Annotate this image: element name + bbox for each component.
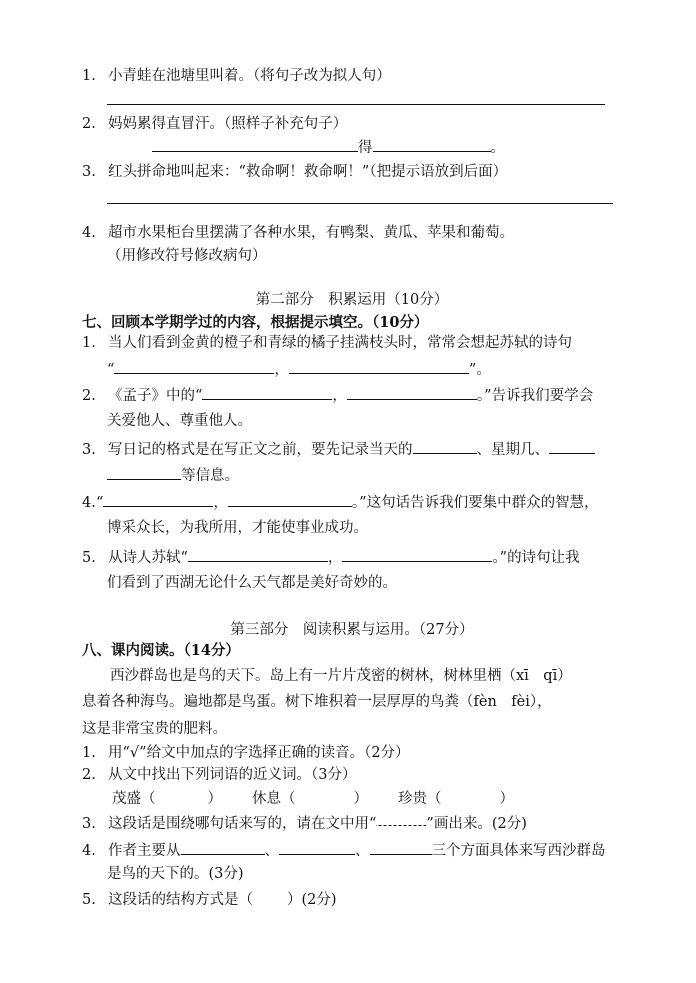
answer-blank[interactable] [373, 137, 491, 152]
p2-question-4 [82, 492, 599, 513]
question-text: ”画出来。(2分) [426, 816, 527, 832]
p3-question-4-line2: 是鸟的天下的。(3分) [107, 866, 244, 882]
question-text: 红头拼命地叫起来：“救命啊！救命啊！”（把提示语放到后面） [108, 164, 508, 180]
question-text: 这段话是围绕哪句话来写的，请在文中用“ [108, 816, 377, 832]
answer-line[interactable] [107, 104, 605, 105]
question-text: 超市水果柜台里摆满了各种水果，有鸭梨、黄瓜、苹果和葡萄。 [108, 225, 514, 241]
question-text: 写日记的格式是在写正文之前，要先记录当天的 [108, 442, 413, 458]
question-2-answer-row [152, 137, 505, 158]
p2-question-3-line2 [107, 465, 239, 486]
question-number: 4. [82, 843, 96, 859]
question-text: 。”这句话告诉我们要集中群众的智慧， [351, 495, 599, 511]
fill-text: 得 [358, 140, 373, 156]
comma: ， [332, 388, 347, 404]
question-2 [82, 114, 347, 134]
word-3: 珍贵（ [398, 791, 442, 807]
question-text: 用“√”给文中加点的字选择正确的读音。（2分） [108, 745, 410, 761]
answer-blank[interactable] [202, 385, 332, 400]
answer-blank[interactable] [107, 465, 181, 480]
question-1 [82, 66, 391, 86]
separator: 、 [355, 843, 370, 859]
p2-question-3 [82, 439, 595, 460]
question-text: 等信息。 [181, 468, 239, 484]
question-text: 小青蛙在池塘里叫着。（将句子改为拟人句） [108, 68, 391, 84]
question-text: 从诗人苏轼“ [108, 550, 188, 566]
word-2: 休息（ [252, 791, 296, 807]
answer-blank[interactable] [279, 840, 355, 855]
question-number: 5. [82, 550, 96, 566]
section-8-title: 八、课内阅读。（14分） [82, 642, 240, 659]
answer-blank[interactable] [549, 439, 595, 454]
p3-question-1 [82, 743, 410, 763]
p2-question-4-line2: 博采众长，为我所用，才能使事业成功。 [107, 520, 368, 536]
answer-blank[interactable] [181, 840, 265, 855]
question-number: 2. [82, 116, 96, 132]
question-number: 1. [82, 68, 96, 84]
question-text: ）(2分) [287, 892, 337, 908]
p2-question-5-line2: 们看到了西湖无论什么天气都是美好奇妙的。 [107, 575, 397, 591]
paren-close: ） [207, 791, 222, 807]
question-number: 3. [82, 442, 96, 458]
p2-question-5 [82, 547, 580, 568]
comma: ， [213, 495, 228, 511]
quote-mark: “ [107, 362, 115, 378]
quote-end: ”。 [468, 362, 491, 378]
p2-question-2-line2: 关爱他人、尊重他人。 [107, 413, 252, 429]
answer-line[interactable] [107, 203, 613, 204]
answer-blank[interactable] [188, 547, 328, 562]
answer-blank[interactable] [152, 137, 358, 152]
passage-line-1: 西沙群岛也是鸟的天下。岛上有一片片茂密的树林，树林里栖（xī qī） [110, 668, 572, 684]
part-3-header: 第三部分 阅读积累与运用。（27分） [230, 622, 474, 638]
quote-mark: “ [96, 495, 104, 511]
question-number: 1. [82, 745, 96, 761]
question-number: 4. [82, 495, 96, 511]
answer-blank[interactable] [289, 359, 469, 374]
p2-question-1 [82, 333, 572, 353]
p3-question-2-words [112, 789, 514, 809]
question-number: 3. [82, 164, 96, 180]
p2-question-2 [82, 385, 593, 406]
answer-blank[interactable] [347, 385, 477, 400]
question-text: 妈妈累得直冒汗。（照样子补充句子） [108, 116, 348, 132]
p2-question-1-blanks [107, 359, 491, 380]
question-number: 5. [82, 892, 96, 908]
answer-blank[interactable] [413, 439, 477, 454]
section-7-title: 七、回顾本学期学过的内容，根据提示填空。（10分） [82, 314, 429, 331]
question-4 [82, 223, 514, 243]
paren-close: ） [499, 791, 514, 807]
question-3 [82, 162, 507, 182]
question-number: 2. [82, 388, 96, 404]
question-number: 2. [82, 767, 96, 783]
comma: ， [274, 362, 289, 378]
question-text: 、星期几、 [476, 442, 549, 458]
question-text: 这段话的结构方式是（ [108, 892, 253, 908]
question-text: 作者主要从 [108, 843, 181, 859]
answer-blank[interactable] [342, 547, 492, 562]
question-text: 从文中找出下列词语的近义词。（3分） [108, 767, 357, 783]
word-1: 茂盛（ [112, 791, 156, 807]
answer-blank[interactable] [103, 492, 213, 507]
answer-blank[interactable] [228, 492, 352, 507]
passage-line-2: 息着各种海鸟。遍地都是鸟蛋。树下堆积着一层厚厚的鸟粪（fèn fèi）， [82, 694, 552, 710]
comma: ， [327, 550, 343, 566]
separator: 、 [264, 843, 279, 859]
question-number: 4. [82, 225, 96, 241]
question-number: 1. [82, 335, 96, 351]
question-text: 。”的诗句让我 [492, 550, 580, 566]
question-text: 三个方面具体来写西沙群岛 [431, 843, 606, 859]
wavy-underline-sample [376, 820, 426, 826]
fill-text: 。 [490, 140, 505, 156]
question-4-note: （用修改符号修改病句） [107, 248, 267, 264]
answer-blank[interactable] [114, 359, 274, 374]
question-number: 3. [82, 816, 96, 832]
passage-line-3: 这是非常宝贵的肥料。 [82, 721, 227, 737]
paren-close: ） [353, 791, 368, 807]
p3-question-4 [82, 840, 606, 861]
p3-question-3 [82, 814, 527, 834]
question-text: 。”告诉我们要学会 [476, 388, 594, 404]
question-text: 《孟子》中的“ [108, 388, 203, 404]
part-2-header: 第二部分 积累运用（10分） [255, 292, 449, 308]
question-text: 当人们看到金黄的橙子和青绿的橘子挂满枝头时，常常会想起苏轼的诗句 [108, 335, 572, 351]
answer-blank[interactable] [370, 840, 432, 855]
p3-question-2 [82, 765, 356, 785]
p3-question-5 [82, 890, 337, 910]
